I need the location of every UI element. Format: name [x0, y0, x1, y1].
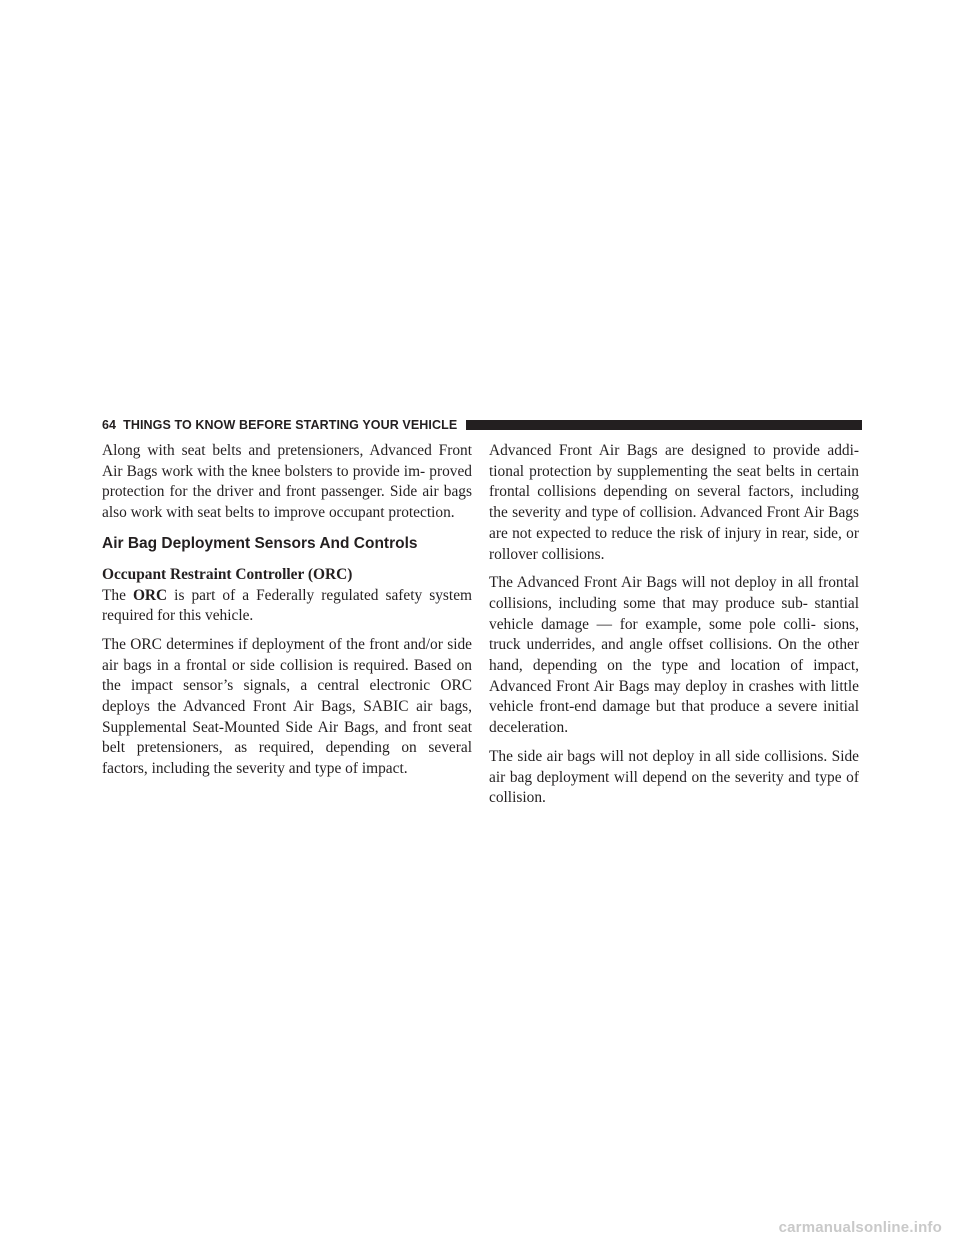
deployment-limits-paragraph: The Advanced Front Air Bags will not deploy in all frontal collisions, including some that may produce sub- stantial vehicle damage — for example, some pole colli- sions, truck underrides, and angle offset collisions. On the other hand, depending on the type and location of impact, Advanced Front Air Bags may deploy in crashes with little vehicle front-end damage but that produce a severe initial deceleration.: [489, 574, 859, 737]
watermark: carmanualsonline.info: [778, 1219, 942, 1236]
left-column: [102, 441, 472, 788]
orc-rest-text: is part of a Federally regulated safety system required for this vehicle.: [102, 586, 472, 625]
advanced-airbags-paragraph: Advanced Front Air Bags are designed to provide addi- tional protection by supplementing the seat belts in certain frontal collisions depending on several factors, including the severity and type of collision. Advanced Front Air Bags are not expected to reduce the risk of injury in rear, side, or rollover collisions.: [489, 442, 859, 563]
orc-deployment-paragraph: The ORC determines if deployment of the front and/or side air bags in a frontal or side collision is required. Based on the impact sensor’s signals, a central electronic ORC deploys the Advanced Front Air Bags, SABIC air bags, Supplemental Seat-Mounted Side Air Bags, and front seat belt pretensioners, as required, depending on several factors, including the severity and type of impact.: [102, 635, 472, 778]
intro-paragraph: Along with seat belts and pretensioners, Advanced Front Air Bags work with the knee bolsters to provide im- proved protection for the driver and front passenger. Side air bags also work with seat belts to improve occupant protection.: [102, 442, 472, 522]
page-number: 64: [102, 418, 117, 432]
section-title: THINGS TO KNOW BEFORE STARTING YOUR VEHICLE: [123, 418, 458, 432]
side-airbags-paragraph: The side air bags will not deploy in all side collisions. Side air bag deployment will depend on the severity and type of collision.: [489, 747, 859, 807]
orc-lead-text: The: [102, 586, 133, 604]
section-heading: Air Bag Deployment Sensors And Controls: [102, 534, 418, 552]
subheading-orc: Occupant Restraint Controller (ORC): [102, 565, 353, 583]
orc-term: ORC: [132, 586, 168, 604]
right-column: [489, 441, 859, 817]
header-rule: [466, 420, 862, 430]
orc-paragraph: [102, 586, 472, 627]
page-header: [102, 418, 862, 432]
